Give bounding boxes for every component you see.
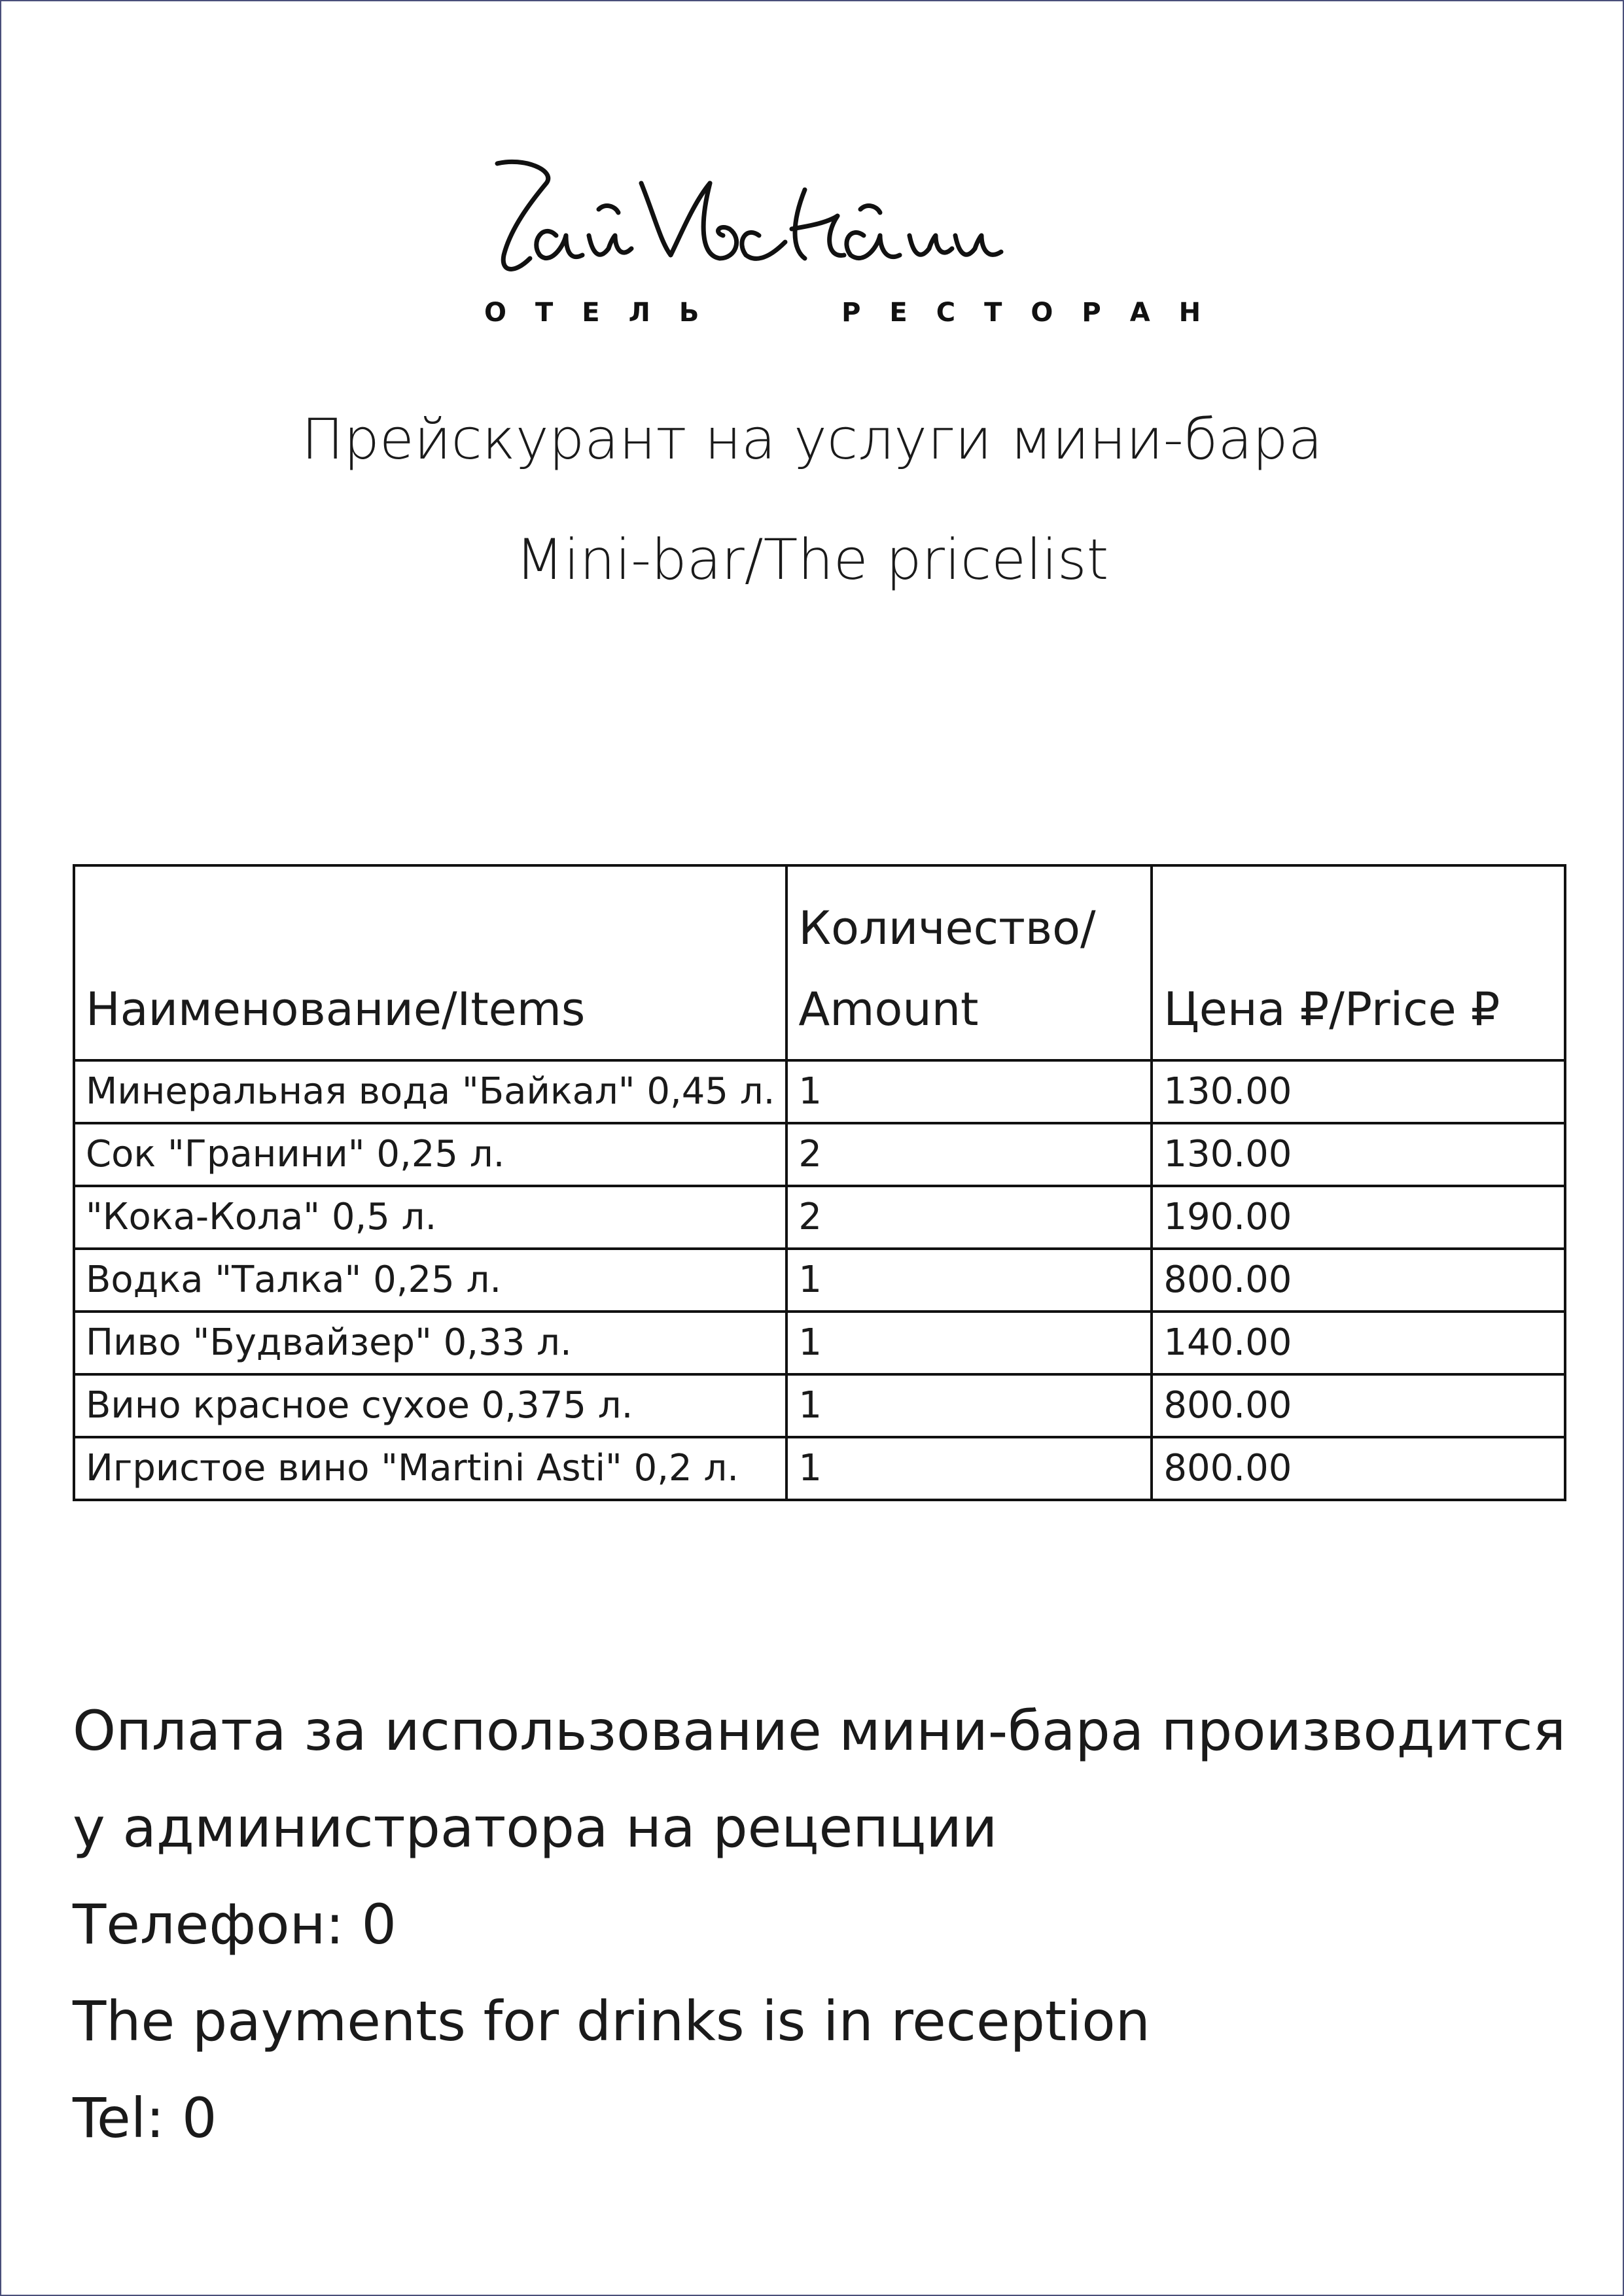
header-item: Наименование/Items	[74, 865, 786, 1060]
header-price: Цена ₽/Price ₽	[1152, 865, 1565, 1060]
header-amount	[786, 865, 1152, 1060]
table-row	[74, 1249, 1565, 1312]
row-amount: 1	[786, 1374, 1152, 1437]
row-price: 130.00	[1152, 1123, 1565, 1186]
row-amount: 1	[786, 1312, 1152, 1374]
row-amount: 1	[786, 1437, 1152, 1500]
row-item: Сок "Гранини" 0,25 л.	[74, 1123, 786, 1186]
row-amount: 1	[786, 1249, 1152, 1312]
row-price: 130.00	[1152, 1060, 1565, 1123]
page-title-ru: Прейскурант на услуги мини-бара	[301, 407, 1323, 472]
payment-info-line: Оплата за использование мини-бара производится	[73, 1699, 1566, 1763]
row-price: 800.00	[1152, 1437, 1565, 1500]
table-row	[74, 1374, 1565, 1437]
payment-info-line: у администратора на рецепции	[73, 1796, 998, 1860]
table-header-row	[74, 865, 1565, 1060]
logo-subtitle: ОТЕЛЬ РЕСТОРАН	[484, 298, 1230, 328]
row-price: 140.00	[1152, 1312, 1565, 1374]
row-item: Игристое вино "Martini Asti" 0,2 л.	[74, 1437, 786, 1500]
header-amount-line1: Количество/	[798, 901, 1096, 955]
row-price: 190.00	[1152, 1186, 1565, 1249]
row-item: Водка "Талка" 0,25 л.	[74, 1249, 786, 1312]
header-amount-line2: Amount	[798, 983, 979, 1036]
table-row	[74, 1437, 1565, 1500]
row-amount: 1	[786, 1060, 1152, 1123]
table-row	[74, 1060, 1565, 1123]
phone-ru: Телефон: 0	[73, 1892, 397, 1957]
row-price: 800.00	[1152, 1374, 1565, 1437]
payment-info-line-en: The payments for drinks is in reception	[73, 1989, 1150, 2053]
logo-script	[484, 144, 1139, 288]
table-row	[74, 1186, 1565, 1249]
row-price: 800.00	[1152, 1249, 1565, 1312]
payment-info	[73, 1682, 1566, 2166]
row-item: "Кока-Кола" 0,5 л.	[74, 1186, 786, 1249]
table-row	[74, 1312, 1565, 1374]
pricelist-table	[73, 864, 1566, 1501]
row-item: Минеральная вода "Байкал" 0,45 л.	[74, 1060, 786, 1123]
table-row	[74, 1123, 1565, 1186]
row-amount: 2	[786, 1123, 1152, 1186]
page-title-en: Mini-bar/The pricelist	[515, 527, 1109, 593]
row-amount: 2	[786, 1186, 1152, 1249]
row-item: Пиво "Будвайзер" 0,33 л.	[74, 1312, 786, 1374]
row-item: Вино красное сухое 0,375 л.	[74, 1374, 786, 1437]
phone-en: Tel: 0	[73, 2086, 217, 2150]
